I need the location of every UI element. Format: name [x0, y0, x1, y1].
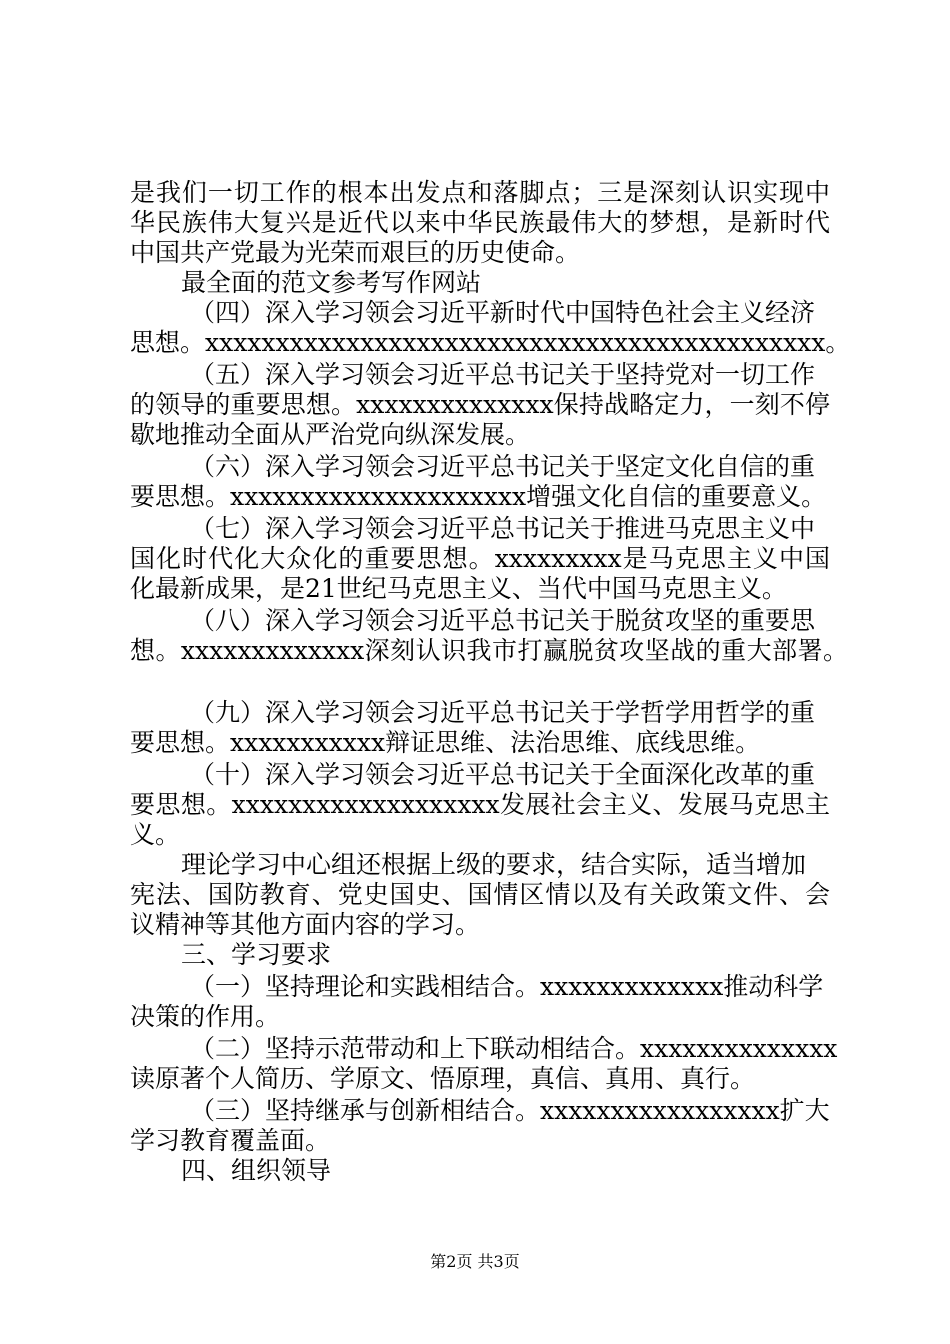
text-line: （五）深入学习领会习近平总书记关于坚持党对一切工作 — [190, 360, 816, 389]
text-line: 要思想。xxxxxxxxxxxxxxxxxxx发展社会主义、发展马克思主 — [130, 790, 830, 819]
text-line: 是我们一切工作的根本出发点和落脚点；三是深刻认识实现中 — [130, 178, 830, 207]
text-line: 化最新成果，是21世纪马克思主义、当代中国马克思主义。 — [130, 574, 787, 603]
text-line: （一）坚持理论和实践相结合。xxxxxxxxxxxxx推动科学 — [190, 972, 824, 1001]
text-line: 要思想。xxxxxxxxxxxxxxxxxxxxx增强文化自信的重要意义。 — [130, 482, 827, 511]
text-line: 决策的作用。 — [130, 1002, 281, 1031]
text-line: 思想。xxxxxxxxxxxxxxxxxxxxxxxxxxxxxxxxxxxxxxxxxxxx。 — [130, 328, 851, 357]
text-line: 宪法、国防教育、党史国史、国情区情以及有关政策文件、会 — [130, 880, 830, 909]
text-line: 华民族伟大复兴是近代以来中华民族最伟大的梦想，是新时代 — [130, 208, 830, 237]
section-heading: 三、学习要求 — [181, 940, 332, 969]
text-line: （十）深入学习领会习近平总书记关于全面深化改革的重 — [190, 760, 816, 789]
text-line: 义。 — [130, 820, 181, 849]
text-line: 的领导的重要思想。xxxxxxxxxxxxxx保持战略定力，一刻不停 — [130, 390, 830, 419]
text-line: （七）深入学习领会习近平总书记关于推进马克思主义中 — [190, 514, 816, 543]
text-line: 国化时代化大众化的重要思想。xxxxxxxxx是马克思主义中国 — [130, 544, 830, 573]
text-line: （九）深入学习领会习近平总书记关于学哲学用哲学的重 — [190, 698, 816, 727]
text-line: （三）坚持继承与创新相结合。xxxxxxxxxxxxxxxxx扩大 — [190, 1096, 830, 1125]
text-line: 理论学习中心组还根据上级的要求，结合实际，适当增加 — [181, 850, 807, 879]
text-line: 学习教育覆盖面。 — [130, 1126, 331, 1155]
text-line: 想。xxxxxxxxxxxxx深刻认识我市打赢脱贫攻坚战的重大部署。 — [130, 636, 848, 665]
text-line: 歇地推动全面从严治党向纵深发展。 — [130, 420, 531, 449]
page-footer: 第2页 共3页 — [430, 1252, 520, 1271]
section-heading: 四、组织领导 — [181, 1156, 332, 1185]
text-line: （六）深入学习领会习近平总书记关于坚定文化自信的重 — [190, 452, 816, 481]
text-line: 要思想。xxxxxxxxxxx辩证思维、法治思维、底线思维。 — [130, 728, 761, 757]
text-line: 中国共产党最为光荣而艰巨的历史使命。 — [130, 238, 581, 267]
text-line: 最全面的范文参考写作网站 — [181, 268, 482, 297]
text-line: 议精神等其他方面内容的学习。 — [130, 910, 481, 939]
text-line: （八）深入学习领会习近平总书记关于脱贫攻坚的重要思 — [190, 606, 816, 635]
text-line: （二）坚持示范带动和上下联动相结合。xxxxxxxxxxxxxx — [190, 1034, 838, 1063]
text-line: 读原著个人简历、学原文、悟原理，真信、真用、真行。 — [130, 1064, 756, 1093]
text-line: （四）深入学习领会习近平新时代中国特色社会主义经济 — [190, 298, 816, 327]
